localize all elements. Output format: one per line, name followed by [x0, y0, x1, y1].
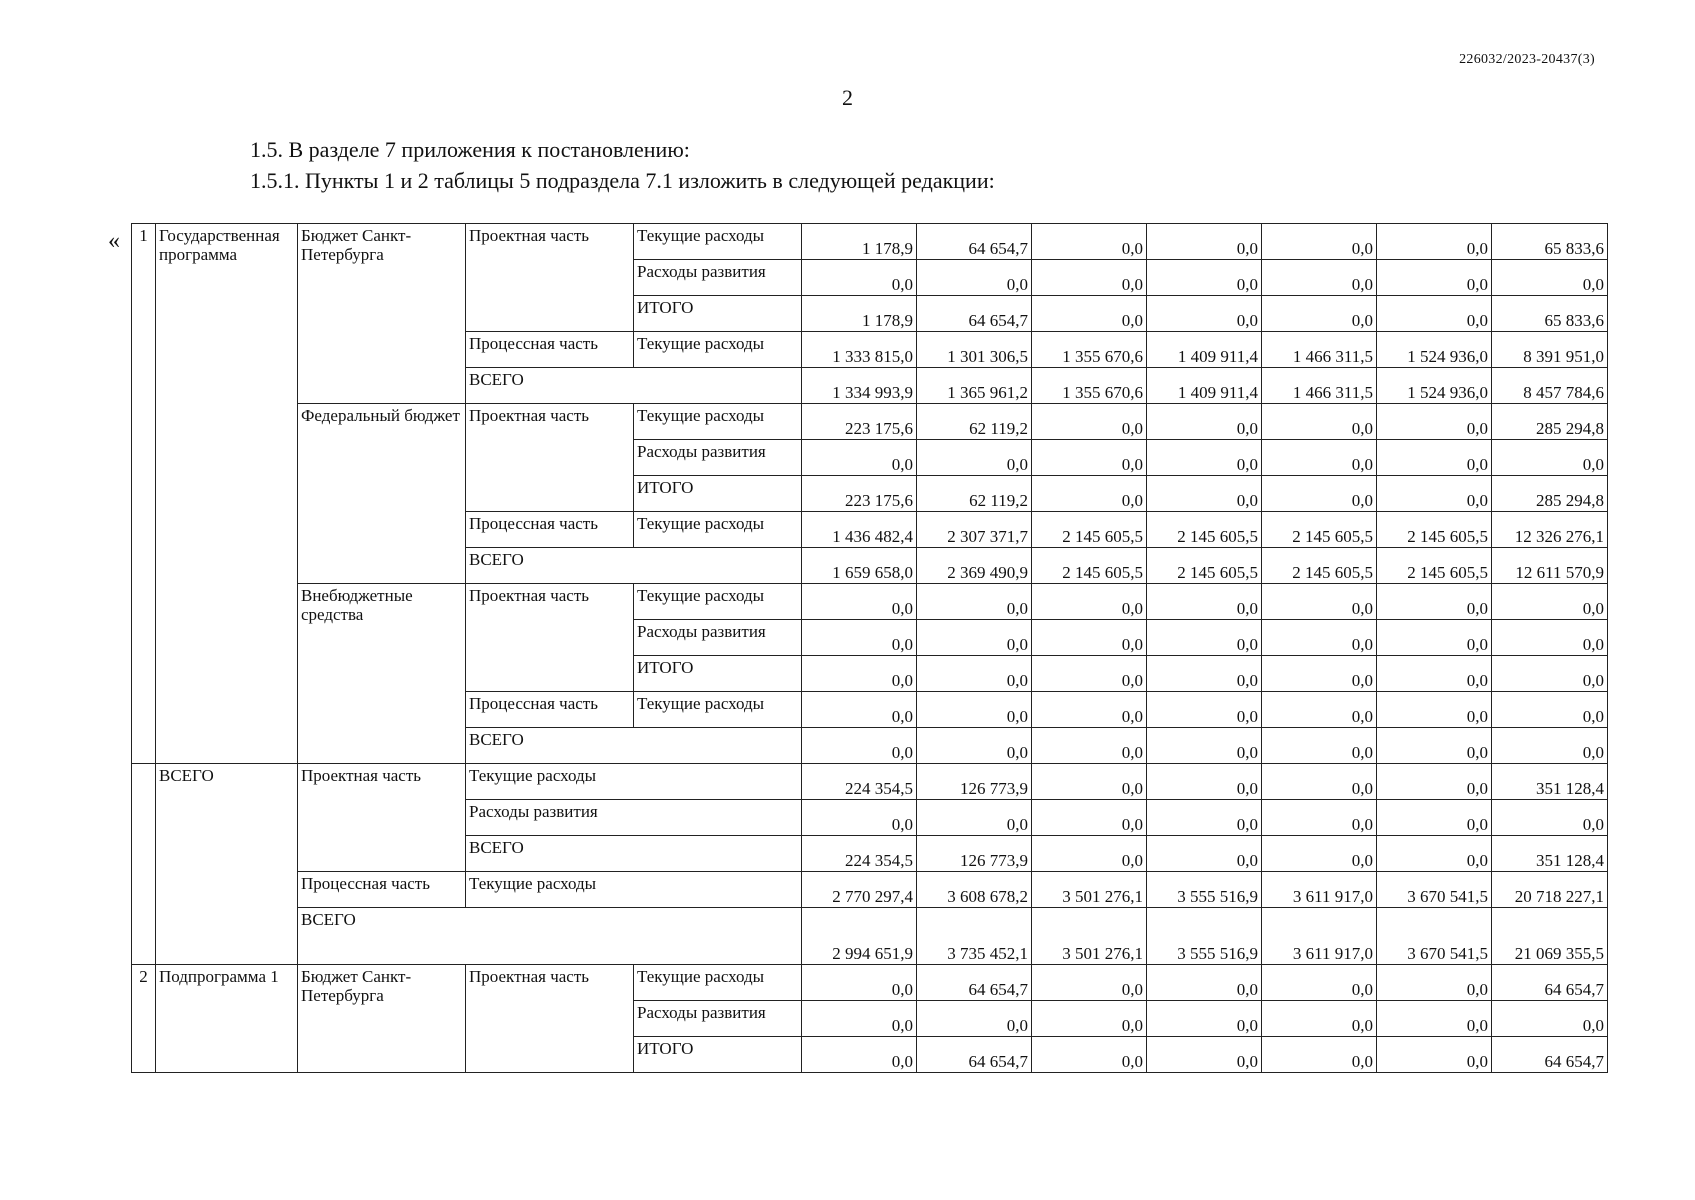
current-expenses-cell: Текущие расходы: [634, 965, 802, 1001]
total-value-cell: 0,0: [1492, 800, 1608, 836]
total-value-cell: 0,0: [1492, 260, 1608, 296]
value-cell: 0,0: [1147, 764, 1262, 800]
value-cell: 0,0: [1032, 692, 1147, 728]
value-cell: 3 670 541,5: [1377, 908, 1492, 965]
total-value-cell: 351 128,4: [1492, 764, 1608, 800]
total-value-cell: 8 457 784,6: [1492, 368, 1608, 404]
process-part-cell: Процессная часть: [466, 692, 634, 728]
value-cell: 62 119,2: [917, 404, 1032, 440]
value-cell: 0,0: [1262, 836, 1377, 872]
total-value-cell: 65 833,6: [1492, 296, 1608, 332]
value-cell: 0,0: [1147, 1037, 1262, 1073]
value-cell: 0,0: [1262, 620, 1377, 656]
value-cell: 1 355 670,6: [1032, 368, 1147, 404]
current-expenses-cell: Текущие расходы: [634, 404, 802, 440]
development-expenses-cell: Расходы развития: [466, 800, 802, 836]
value-cell: 0,0: [1147, 296, 1262, 332]
table-row: [132, 872, 1608, 908]
value-cell: 62 119,2: [917, 476, 1032, 512]
value-cell: 3 555 516,9: [1147, 908, 1262, 965]
value-cell: 0,0: [1032, 1001, 1147, 1037]
value-cell: 0,0: [1032, 800, 1147, 836]
value-cell: 1 333 815,0: [802, 332, 917, 368]
source-budget-spb-cell: Бюджет Санкт-Петербурга: [298, 224, 466, 404]
value-cell: 0,0: [1147, 224, 1262, 260]
value-cell: 0,0: [1377, 836, 1492, 872]
development-expenses-cell: Расходы развития: [634, 1001, 802, 1037]
page-number: 2: [842, 85, 853, 110]
value-cell: 0,0: [917, 1001, 1032, 1037]
value-cell: 1 409 911,4: [1147, 368, 1262, 404]
value-cell: 1 409 911,4: [1147, 332, 1262, 368]
total-value-cell: 0,0: [1492, 1001, 1608, 1037]
value-cell: 0,0: [1262, 728, 1377, 764]
value-cell: 1 659 658,0: [802, 548, 917, 584]
value-cell: 0,0: [1147, 584, 1262, 620]
value-cell: 0,0: [1032, 296, 1147, 332]
value-cell: 0,0: [1377, 1001, 1492, 1037]
value-cell: 126 773,9: [917, 836, 1032, 872]
value-cell: 1 301 306,5: [917, 332, 1032, 368]
item-number-cell: 1: [132, 224, 156, 764]
value-cell: 1 365 961,2: [917, 368, 1032, 404]
value-cell: 0,0: [1032, 836, 1147, 872]
value-cell: 2 145 605,5: [1032, 512, 1147, 548]
value-cell: 0,0: [1377, 260, 1492, 296]
value-cell: 3 501 276,1: [1032, 872, 1147, 908]
empty-number-cell: [132, 764, 156, 965]
value-cell: 0,0: [1147, 728, 1262, 764]
value-cell: 1 178,9: [802, 296, 917, 332]
value-cell: 64 654,7: [917, 965, 1032, 1001]
total-value-cell: 0,0: [1492, 584, 1608, 620]
total-value-cell: 21 069 355,5: [1492, 908, 1608, 965]
value-cell: 126 773,9: [917, 764, 1032, 800]
value-cell: 0,0: [1262, 656, 1377, 692]
source-offbudget-cell: Внебюджетные средства: [298, 584, 466, 764]
value-cell: 0,0: [917, 620, 1032, 656]
value-cell: 0,0: [1377, 404, 1492, 440]
value-cell: 0,0: [917, 260, 1032, 296]
value-cell: 1 524 936,0: [1377, 332, 1492, 368]
total-value-cell: 0,0: [1492, 692, 1608, 728]
itogo-cell: ИТОГО: [634, 476, 802, 512]
value-cell: 0,0: [1377, 476, 1492, 512]
value-cell: 3 670 541,5: [1377, 872, 1492, 908]
value-cell: 0,0: [917, 800, 1032, 836]
current-expenses-cell: Текущие расходы: [634, 692, 802, 728]
vsego-cell: ВСЕГО: [466, 836, 802, 872]
value-cell: 2 369 490,9: [917, 548, 1032, 584]
value-cell: 1 466 311,5: [1262, 368, 1377, 404]
value-cell: 3 608 678,2: [917, 872, 1032, 908]
source-federal-cell: Федеральный бюджет: [298, 404, 466, 584]
table-row: [132, 764, 1608, 800]
total-value-cell: 0,0: [1492, 728, 1608, 764]
value-cell: 0,0: [802, 728, 917, 764]
value-cell: 0,0: [802, 965, 917, 1001]
project-part-cell: Проектная часть: [466, 404, 634, 512]
value-cell: 0,0: [1032, 476, 1147, 512]
vsego-cell: ВСЕГО: [466, 728, 802, 764]
vsego-cell: ВСЕГО: [466, 548, 802, 584]
table-row: [132, 584, 1608, 620]
value-cell: 2 307 371,7: [917, 512, 1032, 548]
value-cell: 2 994 651,9: [802, 908, 917, 965]
value-cell: 0,0: [1377, 620, 1492, 656]
value-cell: 223 175,6: [802, 404, 917, 440]
document-registration-number: 226032/2023-20437(3): [1459, 52, 1595, 67]
value-cell: 0,0: [1377, 656, 1492, 692]
total-value-cell: 8 391 951,0: [1492, 332, 1608, 368]
value-cell: 0,0: [1262, 764, 1377, 800]
value-cell: 1 334 993,9: [802, 368, 917, 404]
value-cell: 0,0: [917, 692, 1032, 728]
value-cell: 0,0: [1147, 260, 1262, 296]
value-cell: 0,0: [1032, 965, 1147, 1001]
value-cell: 0,0: [1032, 728, 1147, 764]
source-budget-spb-cell: Бюджет Санкт-Петербурга: [298, 965, 466, 1073]
value-cell: 3 735 452,1: [917, 908, 1032, 965]
value-cell: 0,0: [802, 440, 917, 476]
budget-table: [131, 223, 1608, 1073]
value-cell: 1 436 482,4: [802, 512, 917, 548]
value-cell: 0,0: [802, 800, 917, 836]
value-cell: 0,0: [1377, 800, 1492, 836]
value-cell: 0,0: [1147, 404, 1262, 440]
value-cell: 0,0: [1032, 656, 1147, 692]
grand-total-vsego-cell: ВСЕГО: [298, 908, 802, 965]
value-cell: 224 354,5: [802, 764, 917, 800]
value-cell: 0,0: [917, 728, 1032, 764]
value-cell: 0,0: [1147, 1001, 1262, 1037]
value-cell: 0,0: [1147, 692, 1262, 728]
table-row: [132, 908, 1608, 965]
value-cell: 3 555 516,9: [1147, 872, 1262, 908]
value-cell: 0,0: [1147, 476, 1262, 512]
total-value-cell: 64 654,7: [1492, 965, 1608, 1001]
value-cell: 2 145 605,5: [1262, 548, 1377, 584]
value-cell: 0,0: [1377, 764, 1492, 800]
value-cell: 2 145 605,5: [1147, 548, 1262, 584]
value-cell: 1 178,9: [802, 224, 917, 260]
value-cell: 3 611 917,0: [1262, 908, 1377, 965]
value-cell: 0,0: [1377, 965, 1492, 1001]
value-cell: 0,0: [1262, 476, 1377, 512]
value-cell: 0,0: [1032, 1037, 1147, 1073]
total-value-cell: 65 833,6: [1492, 224, 1608, 260]
value-cell: 2 145 605,5: [1377, 548, 1492, 584]
value-cell: 0,0: [1032, 440, 1147, 476]
value-cell: 3 501 276,1: [1032, 908, 1147, 965]
value-cell: 0,0: [1032, 260, 1147, 296]
value-cell: 0,0: [1377, 224, 1492, 260]
value-cell: 64 654,7: [917, 1037, 1032, 1073]
current-expenses-cell: Текущие расходы: [634, 584, 802, 620]
value-cell: 224 354,5: [802, 836, 917, 872]
value-cell: 0,0: [1377, 296, 1492, 332]
vsego-cell: ВСЕГО: [466, 368, 802, 404]
project-part-cell: Проектная часть: [298, 764, 466, 872]
value-cell: 0,0: [802, 1001, 917, 1037]
itogo-cell: ИТОГО: [634, 656, 802, 692]
project-part-cell: Проектная часть: [466, 224, 634, 332]
value-cell: 2 145 605,5: [1377, 512, 1492, 548]
value-cell: 3 611 917,0: [1262, 872, 1377, 908]
total-vsego-cell: ВСЕГО: [156, 764, 298, 965]
value-cell: 0,0: [1377, 728, 1492, 764]
item-number-cell: 2: [132, 965, 156, 1073]
current-expenses-cell: Текущие расходы: [634, 224, 802, 260]
value-cell: 0,0: [802, 692, 917, 728]
value-cell: 0,0: [1032, 620, 1147, 656]
value-cell: 0,0: [1147, 656, 1262, 692]
project-part-cell: Проектная часть: [466, 584, 634, 692]
value-cell: 0,0: [1032, 764, 1147, 800]
value-cell: 0,0: [1147, 836, 1262, 872]
value-cell: 0,0: [1262, 1037, 1377, 1073]
value-cell: 0,0: [1377, 1037, 1492, 1073]
process-part-cell: Процессная часть: [466, 332, 634, 368]
development-expenses-cell: Расходы развития: [634, 260, 802, 296]
process-part-cell: Процессная часть: [298, 872, 466, 908]
value-cell: 0,0: [1262, 584, 1377, 620]
current-expenses-cell: Текущие расходы: [634, 512, 802, 548]
total-value-cell: 12 326 276,1: [1492, 512, 1608, 548]
value-cell: 0,0: [917, 440, 1032, 476]
table-row: [132, 965, 1608, 1001]
value-cell: 64 654,7: [917, 296, 1032, 332]
paragraph-1-5-1: 1.5.1. Пункты 1 и 2 таблицы 5 подраздела 7.1 изложить в следующей редакции:: [250, 168, 995, 193]
total-value-cell: 351 128,4: [1492, 836, 1608, 872]
value-cell: 0,0: [1032, 224, 1147, 260]
value-cell: 1 466 311,5: [1262, 332, 1377, 368]
value-cell: 0,0: [1262, 296, 1377, 332]
itogo-cell: ИТОГО: [634, 296, 802, 332]
value-cell: 0,0: [1262, 1001, 1377, 1037]
current-expenses-cell: Текущие расходы: [634, 332, 802, 368]
value-cell: 0,0: [1147, 620, 1262, 656]
project-part-cell: Проектная часть: [466, 965, 634, 1073]
total-value-cell: 12 611 570,9: [1492, 548, 1608, 584]
current-expenses-cell: Текущие расходы: [466, 764, 802, 800]
value-cell: 0,0: [802, 260, 917, 296]
development-expenses-cell: Расходы развития: [634, 620, 802, 656]
total-value-cell: 0,0: [1492, 620, 1608, 656]
opening-quote-mark: «: [108, 228, 120, 254]
value-cell: 2 145 605,5: [1262, 512, 1377, 548]
value-cell: 0,0: [1032, 404, 1147, 440]
value-cell: 0,0: [1147, 800, 1262, 836]
value-cell: 0,0: [1262, 224, 1377, 260]
value-cell: 0,0: [917, 656, 1032, 692]
value-cell: 0,0: [1147, 965, 1262, 1001]
value-cell: 0,0: [1262, 404, 1377, 440]
value-cell: 223 175,6: [802, 476, 917, 512]
value-cell: 0,0: [1377, 584, 1492, 620]
value-cell: 0,0: [802, 620, 917, 656]
process-part-cell: Процессная часть: [466, 512, 634, 548]
value-cell: 0,0: [1147, 440, 1262, 476]
value-cell: 2 770 297,4: [802, 872, 917, 908]
value-cell: 0,0: [802, 1037, 917, 1073]
total-value-cell: 0,0: [1492, 440, 1608, 476]
value-cell: 0,0: [1262, 692, 1377, 728]
table-row: [132, 224, 1608, 260]
current-expenses-cell: Текущие расходы: [466, 872, 802, 908]
total-value-cell: 64 654,7: [1492, 1037, 1608, 1073]
value-cell: 0,0: [1262, 965, 1377, 1001]
value-cell: 0,0: [1377, 692, 1492, 728]
value-cell: 0,0: [1262, 440, 1377, 476]
table-row: [132, 404, 1608, 440]
value-cell: 0,0: [802, 584, 917, 620]
paragraph-1-5: 1.5. В разделе 7 приложения к постановлению:: [250, 137, 690, 162]
total-value-cell: 0,0: [1492, 656, 1608, 692]
value-cell: 2 145 605,5: [1147, 512, 1262, 548]
value-cell: 0,0: [1262, 260, 1377, 296]
value-cell: 0,0: [917, 584, 1032, 620]
itogo-cell: ИТОГО: [634, 1037, 802, 1073]
subprogram-cell: Подпрограмма 1: [156, 965, 298, 1073]
total-value-cell: 285 294,8: [1492, 404, 1608, 440]
development-expenses-cell: Расходы развития: [634, 440, 802, 476]
value-cell: 0,0: [1032, 584, 1147, 620]
value-cell: 1 524 936,0: [1377, 368, 1492, 404]
value-cell: 0,0: [802, 656, 917, 692]
gosprogram-cell: Государственная программа: [156, 224, 298, 764]
value-cell: 0,0: [1377, 440, 1492, 476]
value-cell: 64 654,7: [917, 224, 1032, 260]
total-value-cell: 20 718 227,1: [1492, 872, 1608, 908]
value-cell: 0,0: [1262, 800, 1377, 836]
total-value-cell: 285 294,8: [1492, 476, 1608, 512]
value-cell: 1 355 670,6: [1032, 332, 1147, 368]
value-cell: 2 145 605,5: [1032, 548, 1147, 584]
